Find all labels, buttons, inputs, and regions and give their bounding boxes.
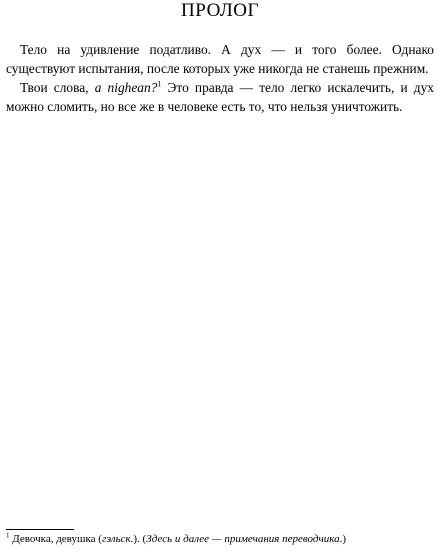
paragraph-1: Тело на удивление податливо. А дух — и того более. Однако существуют испытания, после которых уже никогда не станешь прежним. [6,42,434,76]
paragraph-2-rest: Это правда — тело легко искалечить, и дух можно сломить, но все же в человеке есть то, что нельзя уничтожить. [6,80,434,114]
paragraph-2 [6,78,434,116]
footnote-divider [6,529,74,530]
footnote-text-start: Девочка, девушка ( [9,533,102,545]
footnote-text-end: .) [339,533,346,545]
footnote-language: гэльск. [101,533,134,545]
footnote-reference-1[interactable]: 1 [157,79,162,89]
body-text [6,40,434,116]
paragraph-2-lead: Твои слова, [20,80,95,95]
gaelic-phrase: a nighean? [94,80,158,95]
footnote-1 [6,532,436,547]
footnote-mark: 1 [6,531,10,540]
chapter-title: ПРОЛОГ [181,0,259,21]
footnote-translator-note: Здесь и далее — примечания переводчика [146,533,340,545]
footnote-text-mid: ). ( [133,533,147,545]
